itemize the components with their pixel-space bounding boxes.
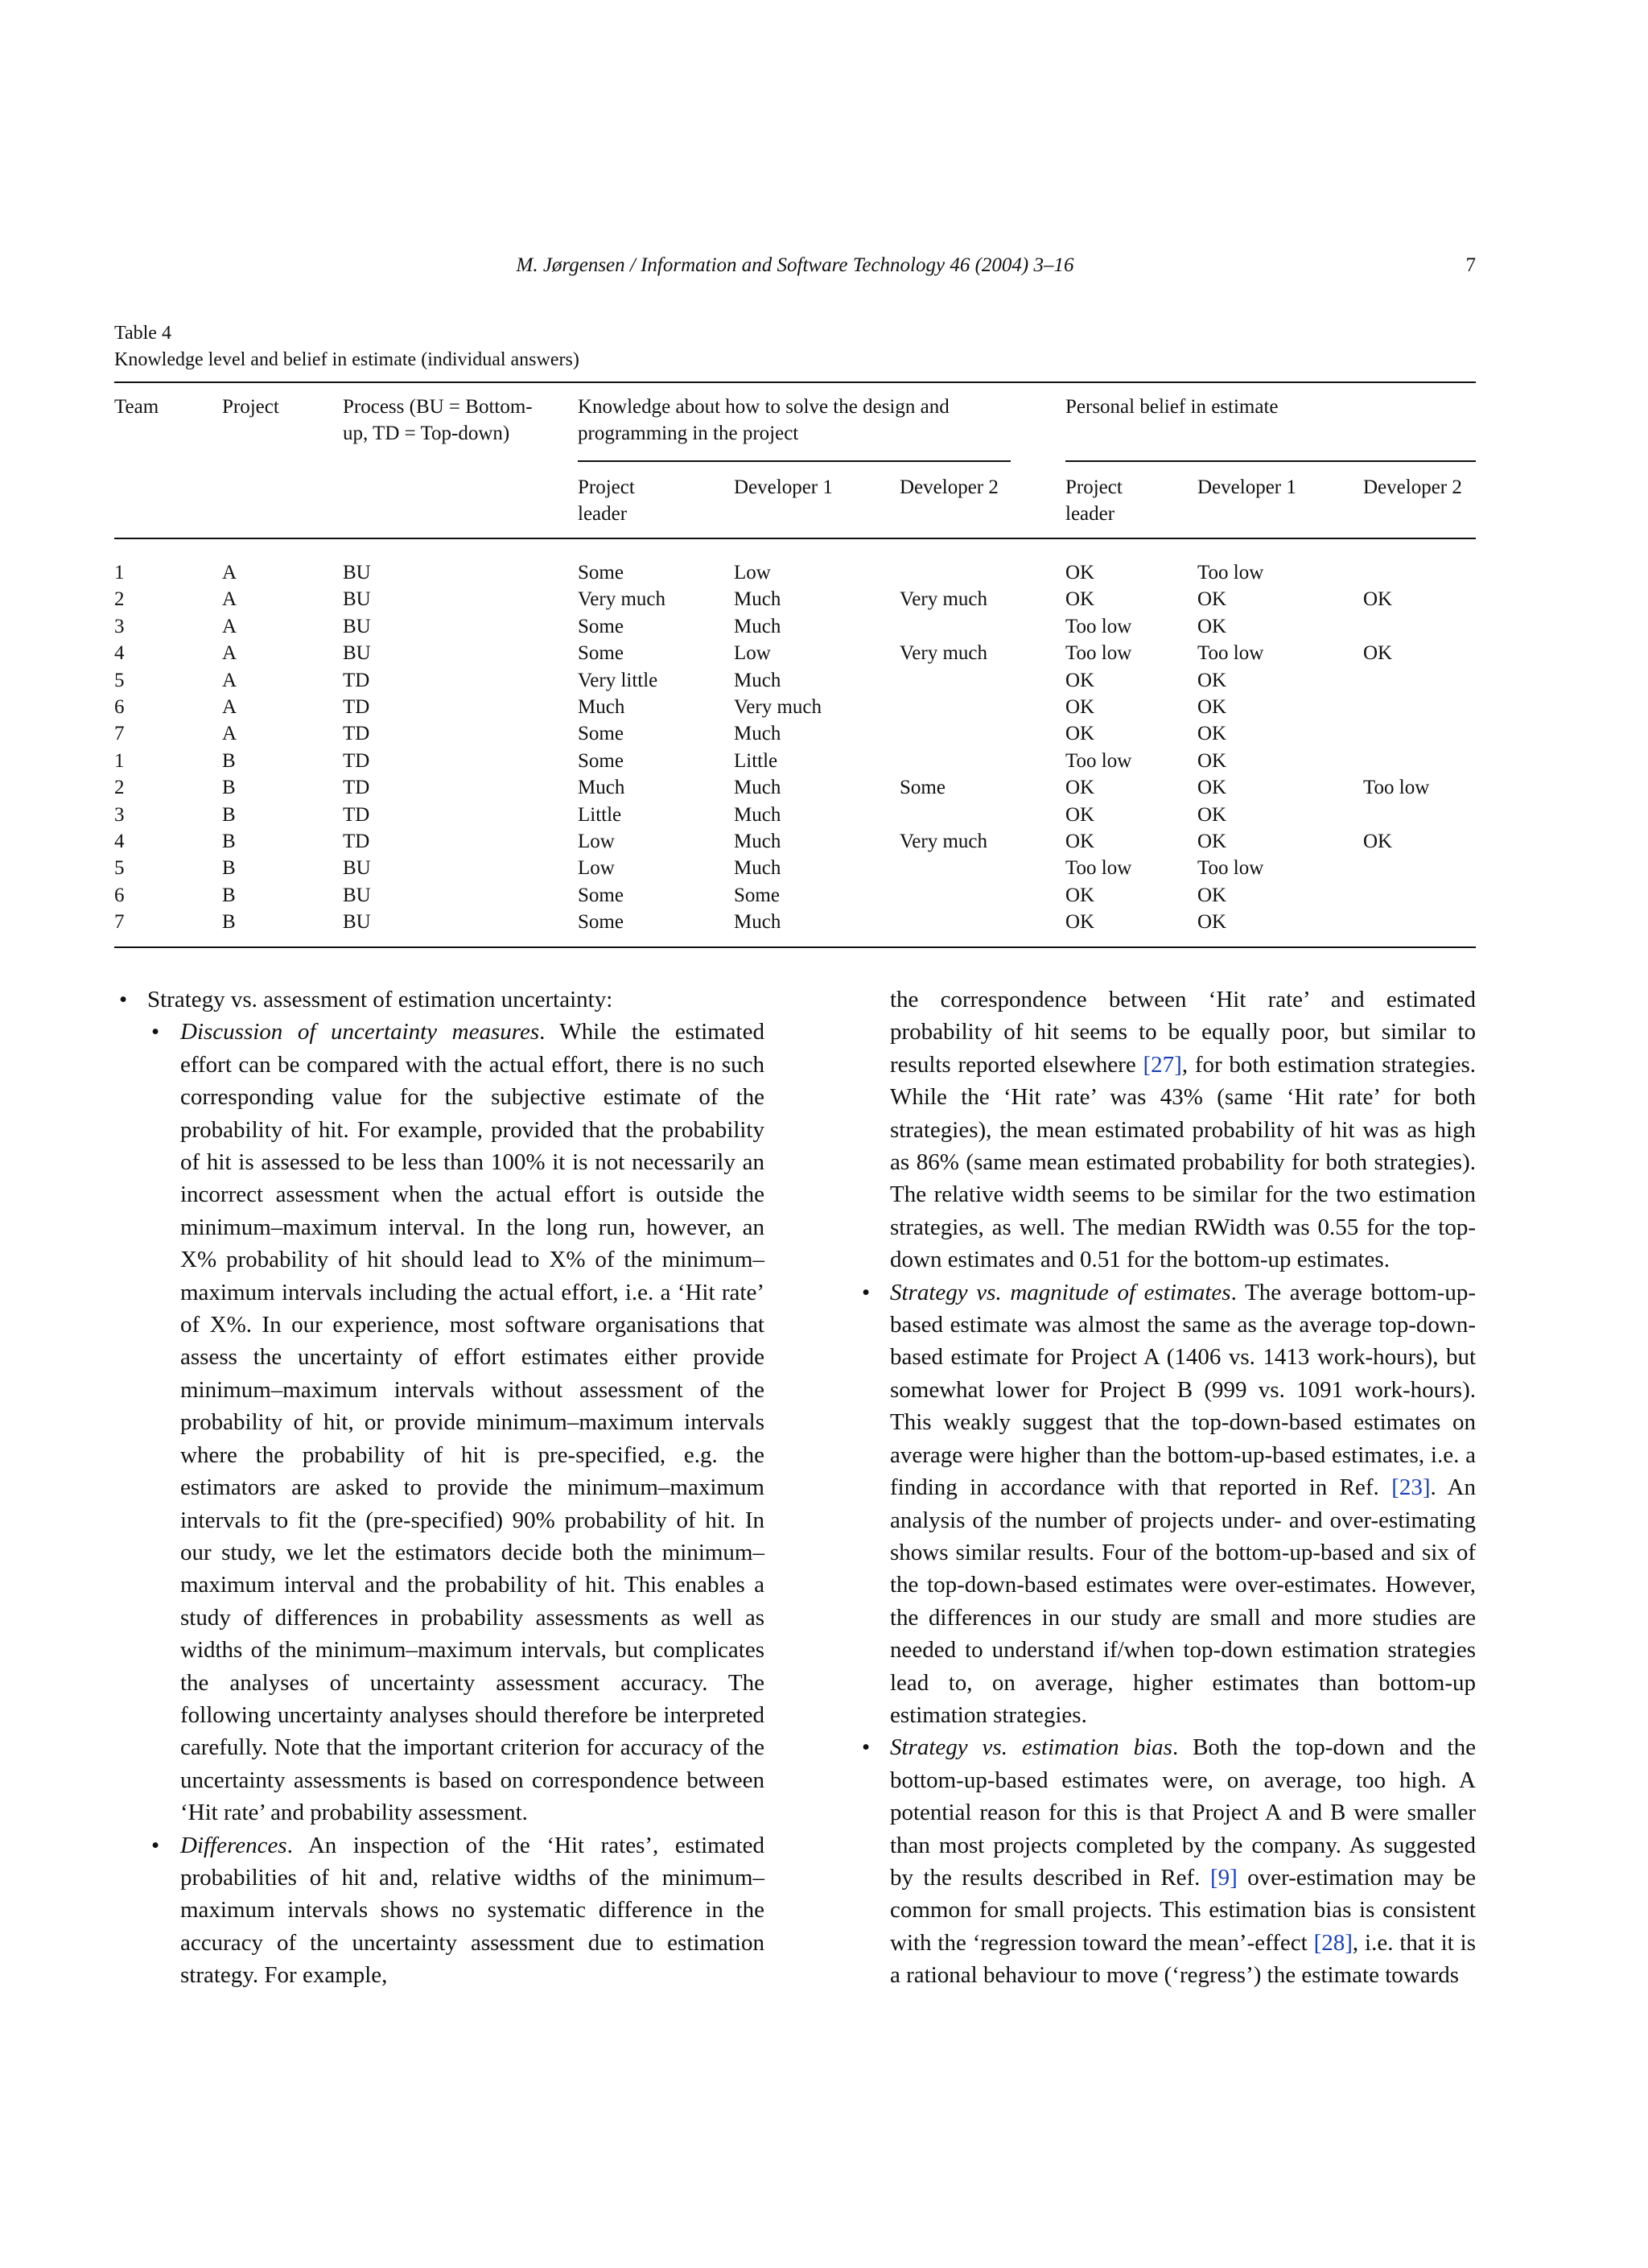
table-cell-belief-dev2: OK: [1363, 642, 1393, 665]
table-cell-belief-leader: OK: [1065, 831, 1095, 852]
table-cell-project: A: [222, 588, 237, 611]
bullet-estimation-bias: • Strategy vs. estimation bias. Both the top-down and the bottom-up-based estimates were, on average, too high. A potential reason for this is that Project A and B were smaller than most projects completed by the company. As suggested by the results described in Ref. [9] over-estimation may be common for small projects. This estimation bias is consistent with the ‘regression toward the mean’-effect [28], i.e. that it is a rational behaviour to move (‘regress’) the estimate towards: [857, 1731, 1476, 1991]
table-cell-knowledge-leader: Much: [578, 777, 625, 799]
right-column: [890, 983, 1476, 1992]
header-knowledge-project-leader: Project leader: [578, 476, 635, 525]
table-cell-belief-leader: OK: [1065, 588, 1095, 611]
table-cell-knowledge-dev2: Some: [900, 777, 946, 799]
table-cell-project: B: [222, 777, 236, 799]
table-cell-knowledge-dev1: Very much: [734, 696, 822, 718]
table-cell-belief-leader: OK: [1065, 911, 1095, 934]
table-cell-belief-dev1: OK: [1197, 749, 1227, 772]
table-cell-belief-leader: OK: [1065, 669, 1095, 691]
table-cell-knowledge-dev1: Much: [734, 831, 781, 852]
table-cell-belief-dev1: OK: [1197, 803, 1227, 826]
table-cell-team: 6: [114, 884, 125, 906]
table-cell-process: BU: [343, 588, 371, 611]
table-cell-project: B: [222, 803, 236, 826]
table-cell-belief-dev1: Too low: [1197, 562, 1264, 583]
table-cell-team: 5: [114, 857, 125, 880]
table-cell-team: 2: [114, 777, 125, 799]
table-cell-belief-leader: Too low: [1065, 615, 1132, 637]
table-cell-project: A: [222, 669, 237, 691]
table-cell-knowledge-leader: Some: [578, 615, 624, 637]
table-cell-knowledge-dev1: Much: [734, 777, 781, 799]
table-title: Knowledge level and belief in estimate (individual answers): [114, 349, 579, 370]
table-cell-belief-dev1: OK: [1197, 588, 1227, 611]
table-cell-belief-leader: Too low: [1065, 642, 1132, 665]
bullet-strategy-vs-uncertainty: • Strategy vs. assessment of estimation uncertainty:: [114, 983, 764, 1016]
table-cell-process: TD: [343, 777, 370, 799]
table-cell-belief-dev2: Too low: [1363, 777, 1430, 799]
table-cell-team: 7: [114, 723, 125, 745]
table-cell-knowledge-leader: Some: [578, 723, 624, 745]
table-cell-project: A: [222, 696, 237, 718]
table-cell-belief-leader: OK: [1065, 777, 1095, 799]
header-team: Team: [114, 396, 159, 418]
table-cell-team: 3: [114, 615, 125, 637]
header-knowledge-developer1: Developer 1: [734, 476, 833, 498]
table-cell-process: TD: [343, 669, 370, 691]
table-cell-knowledge-leader: Very much: [578, 588, 665, 611]
table-cell-knowledge-leader: Some: [578, 911, 624, 934]
table-cell-project: A: [222, 562, 237, 583]
table-cell-knowledge-dev1: Much: [734, 723, 781, 745]
table-cell-knowledge-leader: Much: [578, 696, 625, 718]
table-cell-belief-leader: OK: [1065, 803, 1095, 826]
table-cell-knowledge-leader: Some: [578, 562, 624, 583]
table-bottom-rule: [114, 946, 1476, 948]
table-cell-team: 4: [114, 831, 125, 852]
table-cell-project: B: [222, 884, 236, 906]
belief-group-rule: [1065, 460, 1476, 462]
table-cell-knowledge-leader: Low: [578, 857, 615, 880]
bullet-discussion-uncertainty: [114, 1016, 764, 1829]
table-cell-belief-leader: OK: [1065, 884, 1095, 906]
table-cell-team: 4: [114, 642, 125, 665]
table-cell-project: A: [222, 615, 237, 637]
table-cell-team: 1: [114, 562, 125, 583]
table-cell-project: B: [222, 749, 236, 772]
table-caption: [114, 320, 579, 373]
header-knowledge-developer2: Developer 2: [900, 476, 999, 498]
table-cell-belief-dev1: OK: [1197, 777, 1227, 799]
running-title: M. Jørgensen / Information and Software Technology 46 (2004) 3–16: [516, 254, 1074, 276]
table-cell-knowledge-leader: Some: [578, 749, 624, 772]
table-cell-knowledge-dev1: Much: [734, 911, 781, 934]
table-cell-process: TD: [343, 803, 370, 826]
table-cell-belief-dev2: OK: [1363, 831, 1393, 852]
table-cell-project: A: [222, 723, 237, 745]
table-cell-process: BU: [343, 562, 371, 583]
table-cell-knowledge-dev2: Very much: [900, 588, 987, 611]
table-cell-belief-dev1: Too low: [1197, 857, 1264, 880]
table-cell-project: A: [222, 642, 237, 665]
table-cell-belief-dev1: Too low: [1197, 642, 1264, 665]
header-project: Project: [222, 396, 279, 418]
running-header: [114, 254, 1476, 283]
table-cell-knowledge-leader: Low: [578, 831, 615, 852]
header-belief-developer2: Developer 2: [1363, 476, 1462, 498]
table-cell-knowledge-dev1: Much: [734, 669, 781, 691]
header-belief-project-leader: Project leader: [1065, 476, 1123, 525]
table-cell-project: B: [222, 857, 236, 880]
table-cell-belief-leader: Too low: [1065, 857, 1132, 880]
table-cell-process: BU: [343, 615, 371, 637]
table-cell-project: B: [222, 831, 236, 852]
table-cell-process: BU: [343, 642, 371, 665]
differences-text: . An inspection of the ‘Hit rates’, estimated probabilities of hit and, relative widths of the minimum–maximum intervals shows no systematic difference in the accuracy of the uncertainty assessment due to estimation strategy. For example,: [180, 1832, 764, 1989]
table-top-rule: [114, 381, 1476, 383]
table-cell-belief-leader: OK: [1065, 562, 1095, 583]
discussion-title: Discussion of uncertainty measures: [180, 1019, 540, 1045]
table-cell-knowledge-dev1: Much: [734, 615, 781, 637]
table-header-rule: [114, 538, 1476, 539]
table-cell-team: 2: [114, 588, 125, 611]
table-cell-process: TD: [343, 831, 370, 852]
table-cell-knowledge-leader: Very little: [578, 669, 658, 691]
table-cell-belief-leader: OK: [1065, 696, 1095, 718]
reference-link-23[interactable]: [23]: [1391, 1474, 1431, 1501]
header-knowledge-group: Knowledge about how to solve the design and programming in the project: [578, 396, 950, 444]
table-cell-knowledge-dev2: Very much: [900, 642, 987, 665]
table-cell-knowledge-dev1: Low: [734, 562, 771, 583]
table-cell-belief-leader: Too low: [1065, 749, 1132, 772]
discussion-text: . While the estimated effort can be compared with the actual effort, there is no such corresponding value for the subjective estimate of the probability of hit. For example, provided that the probability of hit is assessed to be less than 100% it is not necessarily an incorrect assessment when the actual effort is outside the minimum–maximum interval. In the long run, however, an X% probability of hit should lead to X% of the minimum–maximum intervals including the actual effort, i.e. a ‘Hit rate’ of X%. In our experience, most software organisations that assess the uncertainty of effort estimates either provide minimum–maximum intervals without assessment of the probability of hit, or provide minimum–maximum intervals where the probability of hit is pre-specified, e.g. the estimators are asked to provide the minimum–maximum intervals to fit the (pre-specified) 90% probability of hit. In our study, we let the estimators decide both the minimum–maximum interval and the probability of hit. This enables a study of differences in probability assessments as well as widths of the minimum–maximum intervals, but complicates the analyses of uncertainty assessment accuracy. The following uncertainty analyses should therefore be interpreted carefully. Note that the important criterion for accuracy of the uncertainty assessments is based on correspondence between ‘Hit rate’ and probability assessment.: [180, 1019, 764, 1826]
differences-title: Differences: [180, 1832, 287, 1858]
table-cell-team: 6: [114, 696, 125, 718]
table-cell-belief-dev1: OK: [1197, 669, 1227, 691]
knowledge-group-rule: [578, 460, 1011, 462]
table-label: Table 4: [114, 323, 171, 344]
table-cell-knowledge-dev2: Very much: [900, 831, 987, 852]
table-cell-team: 1: [114, 749, 125, 772]
table-cell-belief-dev1: OK: [1197, 615, 1227, 637]
table-cell-belief-dev1: OK: [1197, 723, 1227, 745]
table-cell-process: TD: [343, 696, 370, 718]
table-cell-knowledge-dev1: Low: [734, 642, 771, 665]
table-cell-team: 7: [114, 911, 125, 934]
table-cell-knowledge-leader: Little: [578, 803, 622, 826]
table-cell-belief-dev1: OK: [1197, 696, 1227, 718]
header-belief-group: Personal belief in estimate: [1065, 396, 1279, 418]
bullet-differences: [114, 1829, 764, 1992]
table-cell-process: BU: [343, 884, 371, 906]
reference-link-9[interactable]: [9]: [1209, 1864, 1238, 1891]
table-cell-process: TD: [343, 723, 370, 745]
table-cell-knowledge-dev1: Little: [734, 749, 778, 772]
left-column: [114, 983, 764, 1992]
table-cell-process: BU: [343, 857, 371, 880]
header-belief-developer1: Developer 1: [1197, 476, 1296, 498]
table-cell-knowledge-dev1: Some: [734, 884, 780, 906]
table-cell-team: 5: [114, 669, 125, 691]
table-cell-process: BU: [343, 911, 371, 934]
reference-link-28[interactable]: [28]: [1313, 1929, 1353, 1956]
table-cell-belief-dev1: OK: [1197, 911, 1227, 934]
table-cell-project: B: [222, 911, 236, 934]
table-cell-belief-leader: OK: [1065, 723, 1095, 745]
table-cell-belief-dev1: OK: [1197, 831, 1227, 852]
table-cell-knowledge-dev1: Much: [734, 588, 781, 611]
page-number: 7: [1465, 254, 1476, 276]
differences-continuation: the correspondence between ‘Hit rate’ and estimated probability of hit seems to be equally poor, but similar to results reported elsewhere [27], for both estimation strategies. While the ‘Hit rate’ was 43% (same ‘Hit rate’ for both strategies), the mean estimated probability of hit was as high as 86% (same mean estimated probability for both strategies). The relative width seems to be similar for the two estimation strategies, as well. The median RWidth was 0.55 for the top-down estimates and 0.51 for the bottom-up estimates.: [890, 987, 1477, 1273]
table-cell-knowledge-dev1: Much: [734, 803, 781, 826]
table-cell-belief-dev1: OK: [1197, 884, 1227, 906]
table-cell-process: TD: [343, 749, 370, 772]
bullet-magnitude: • Strategy vs. magnitude of estimates. The average bottom-up-based estimate was almost the same as the average top-down-based estimate for Project A (1406 vs. 1413 work-hours), but somewhat lower for Project B (999 vs. 1091 work-hours). This weakly suggest that the top-down-based estimates on average were higher than the bottom-up-based estimates, i.e. a finding in accordance with that reported in Ref. [23]. An analysis of the number of projects under- and over-estimating shows similar results. Four of the bottom-up-based and six of the top-down-based estimates were over-estimates. However, the differences in our study are small and more studies are needed to understand if/when top-down estimation strategies lead to, on average, higher estimates than bottom-up estimation strategies.: [857, 1276, 1476, 1732]
table-cell-knowledge-leader: Some: [578, 642, 624, 665]
bias-title: Strategy vs. estimation bias: [890, 1734, 1172, 1761]
magnitude-title: Strategy vs. magnitude of estimates: [890, 1279, 1231, 1305]
reference-link-27[interactable]: [27]: [1143, 1051, 1182, 1078]
table-cell-knowledge-dev1: Much: [734, 857, 781, 880]
header-process: Process (BU = Bottom-up, TD = Top-down): [343, 396, 533, 444]
table-cell-team: 3: [114, 803, 125, 826]
table-cell-belief-dev2: OK: [1363, 588, 1393, 611]
table-cell-knowledge-leader: Some: [578, 884, 624, 906]
